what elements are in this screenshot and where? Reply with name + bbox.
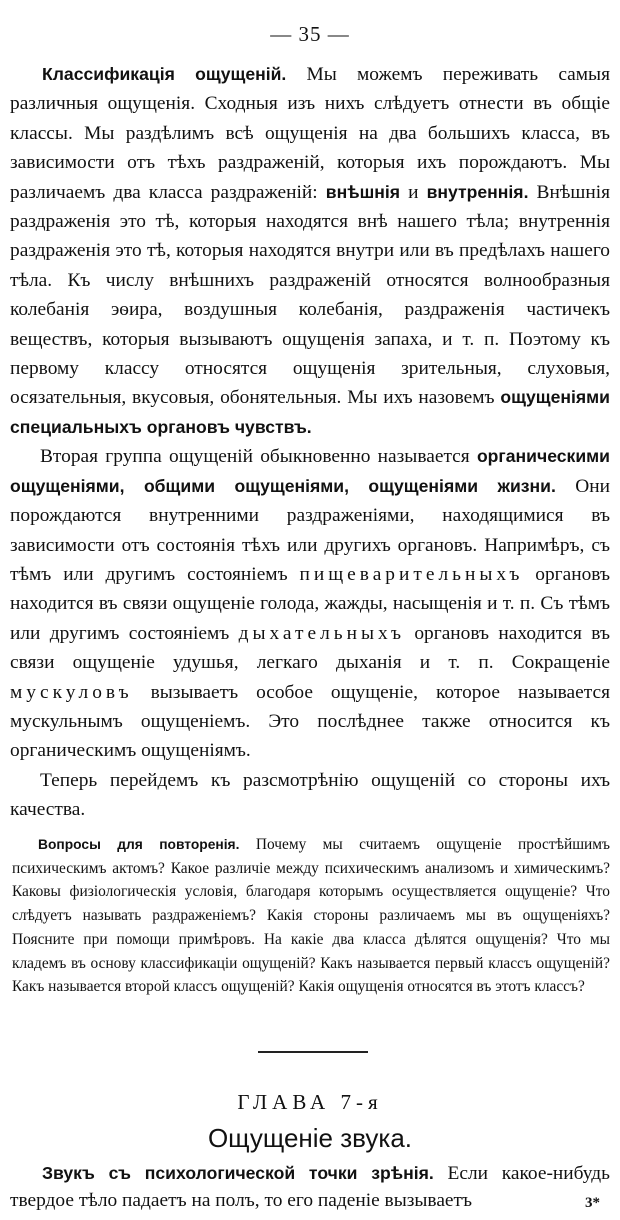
review-questions (12, 833, 610, 999)
paragraph-text: и (400, 181, 427, 203)
main-text (10, 60, 610, 825)
paragraph-text: органовъ находится въ связи ощущеніе удушья, легкаго дыханія и т. п. Сокращеніе (10, 622, 610, 674)
paragraph-text: Вторая группа ощущеній обыкновенно называется (40, 446, 477, 468)
section-divider (258, 1051, 368, 1053)
spaced-word-digestive: пищеварительныхъ (299, 563, 524, 585)
term-internal: внутреннія. (426, 181, 529, 202)
questions-text: Почему мы считаемъ ощущеніе простѣйшимъ психическимъ актомъ? Какое различіе между психическимъ анализомъ и химическимъ? Каковы физіологическія условія, благодаря которымъ осуществляется ощущеніе? Что слѣдуетъ называть раздраженіемъ? Какія стороны различаемъ мы въ ощущеніяхъ? Поясните при помощи примѣровъ. На какіе два класса дѣлятся ощущенія? Что мы кладемъ въ основу классификаціи ощущеній? Какъ называется первый классъ ощущеній? Какъ называется второй классъ ощущеній? Какія ощущенія относятся въ этотъ классъ? (12, 836, 610, 996)
paragraph-text: Внѣшнія раздраженія это тѣ, которыя находятся внѣ нашего тѣла; внутреннія раздраженія это тѣ, которыя находятся внутри или въ предѣлахъ нашего тѣла. Къ числу внѣшнихъ раздраженій относятся волнообразныя колебанія эѳира, воздушныя колебанія, раздраженія частичекъ веществъ, которыя вызываютъ ощущенія запаха, и т. п. Поэтому къ первому классу относятся ощущенія зрительныя, слуховыя, осязательныя, вкусовыя, обонятельныя. Мы ихъ назовемъ (10, 181, 610, 409)
paragraph-sound (10, 1160, 610, 1214)
paragraph-classification (10, 60, 610, 442)
paragraph-text: вызываетъ особое ощущеніе, которое называется мускульнымъ ощущеніемъ. Это послѣднее также относится къ органическимъ ощущеніямъ. (10, 681, 610, 762)
paragraph-text: Теперь перейдемъ къ разсмотрѣнію ощущеній со стороны ихъ качества. (10, 769, 610, 821)
spaced-word-muscles: мускуловъ (10, 681, 133, 703)
printer-signature: 3* (585, 1195, 600, 1211)
chapter-title: Ощущеніе звука. (207, 1123, 413, 1153)
term-external: внѣшнія (325, 181, 401, 202)
paragraph-text: органовъ находится въ связи ощущеніе голода, жажды, насыщенія и т. п. Съ тѣмъ или другимъ состояніемъ (10, 563, 610, 644)
chapter-text (10, 1160, 610, 1214)
section-heading-classification: Классификація ощущеній. (42, 64, 287, 84)
paragraph-text: Мы можемъ переживать самыя различныя ощущенія. Сходныя изъ нихъ слѣдуетъ отнести въ общіе классы. Мы раздѣлимъ всѣ ощущенія на два большихъ класса, въ зависимости отъ тѣхъ раздраженій, которыя ихъ порождаютъ. Мы различаемъ два класса раздраженій: (10, 64, 610, 203)
spaced-word-respiratory: дыхательныхъ (238, 622, 406, 644)
page-number: — 35 — (270, 22, 350, 46)
section-heading-sound: Звукъ съ психологической точки зрѣнія. (42, 1163, 434, 1183)
paragraph-text: Если какое-нибудь твердое тѣло падаетъ на полъ, то его паденіе вызываетъ (10, 1163, 610, 1211)
questions-paragraph (12, 833, 610, 999)
term-special-senses: ощущеніями специальныхъ органовъ чувствъ. (10, 387, 610, 437)
questions-heading: Вопросы для повторенія. (38, 837, 240, 852)
chapter-label: ГЛАВА 7-я (237, 1090, 383, 1114)
paragraph-text: Они порождаются внутренними раздраженіями, находящимися въ зависимости отъ состоянія тѣхъ или другихъ органовъ. Напримѣръ, съ тѣмъ или другимъ состояніемъ (10, 475, 610, 585)
term-organic-sensations: органическими ощущеніями, общими ощущеніями, ощущеніями жизни. (10, 446, 610, 496)
paragraph-organic (10, 442, 610, 765)
paragraph-transition (10, 766, 610, 825)
